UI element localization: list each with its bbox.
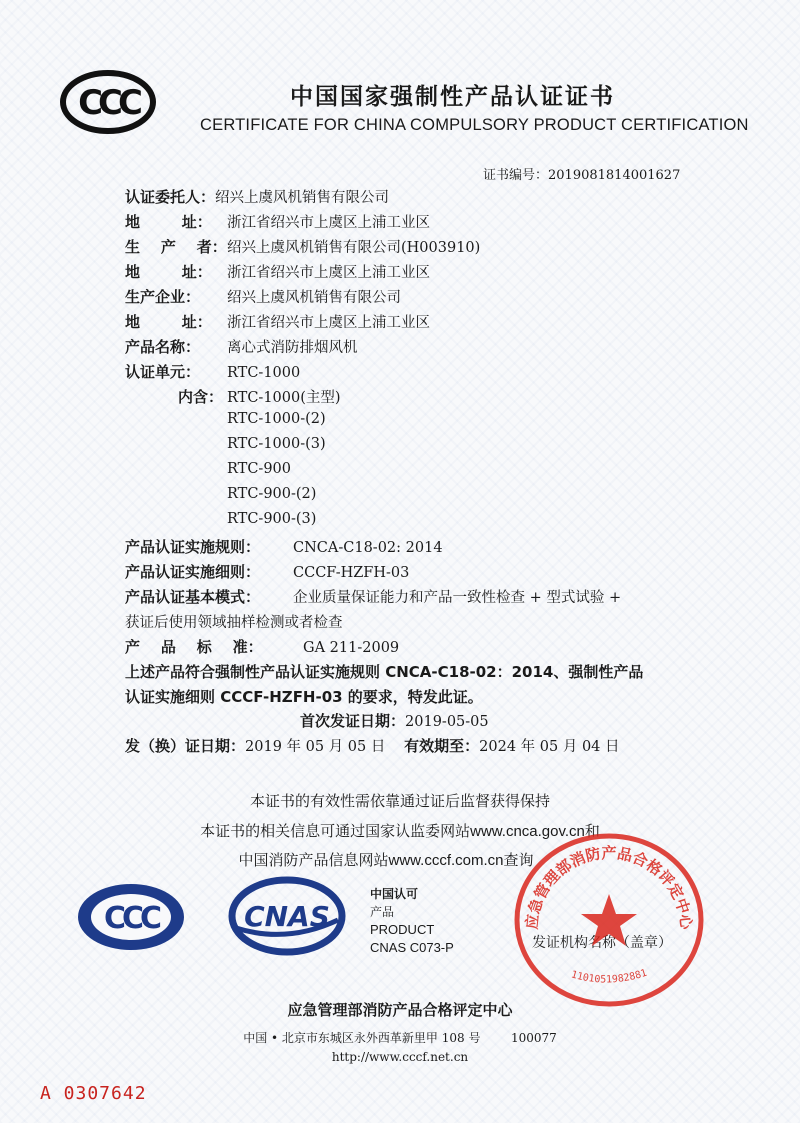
notice-line2-suffix: 和 [584, 822, 600, 840]
detail-label: 产品认证实施细则： [125, 563, 261, 581]
standard-value: GA 211-2009 [303, 640, 400, 656]
factory-row [125, 286, 401, 307]
notice-line2-prefix: 本证书的相关信息可通过国家认监委网站 [200, 822, 471, 840]
unit-row [125, 361, 300, 382]
includes-label: 内含： [178, 388, 224, 406]
detail-row [125, 561, 409, 582]
model-item: RTC-900-(2) [227, 486, 317, 502]
factory-address-row [125, 311, 430, 332]
product-value: 离心式消防排烟风机 [227, 340, 358, 356]
org-address: 中国 • 北京市东城区永外西革新里甲 108 号 100077 [243, 1031, 557, 1045]
seal-star-icon [581, 894, 637, 946]
model-item: RTC-1000-(2) [227, 411, 326, 427]
applicant-value: 绍兴上虞风机销售有限公司 [215, 190, 390, 206]
applicant-row [125, 186, 389, 207]
issue-label: 发（换）证日期： [125, 737, 246, 755]
accreditation-block [370, 885, 454, 957]
applicant-address-value: 浙江省绍兴市上虞区上浦工业区 [227, 215, 430, 231]
rule-row [125, 536, 443, 557]
mode-value-line2: 获证后使用领域抽样检测或者检查 [125, 615, 343, 631]
valid-value: 2024 年 05 月 04 日 [479, 739, 620, 755]
factory-label: 生产企业： [125, 288, 201, 306]
product-row [125, 336, 358, 357]
cnca-website-link[interactable]: www.cnca.gov.cn [470, 823, 585, 840]
model-item: RTC-900-(3) [227, 511, 317, 527]
cnas-logo [228, 876, 346, 956]
unit-value: RTC-1000 [227, 365, 301, 381]
applicant-label: 认证委托人： [125, 188, 216, 206]
applicant-address-row [125, 211, 430, 232]
ccc-logo-top-text: CCC [78, 83, 138, 123]
accredit-line4: CNAS C073-P [370, 940, 454, 955]
accredit-line3: PRODUCT [370, 922, 435, 937]
issue-value: 2019 年 05 月 05 日 [245, 739, 386, 755]
unit-label: 认证单元： [125, 363, 201, 381]
notice-line3-prefix: 中国消防产品信息网站 [238, 851, 389, 869]
manufacturer-row [125, 236, 480, 257]
seal-text: 应急管理部消防产品合格评定中心 [522, 844, 696, 931]
detail-value: CCCF-HZFH-03 [293, 565, 410, 581]
manufacturer-address-row [125, 261, 430, 282]
statement-line1: 上述产品符合强制性产品认证实施规则 CNCA-C18-02：2014、强制性产品 [125, 663, 644, 681]
mode-row [125, 586, 621, 607]
manufacturer-label: 生 产 者： [125, 238, 227, 256]
models-row [178, 386, 341, 407]
cnas-logo-text: CNAS [244, 900, 330, 933]
notice-line3-suffix: 查询 [503, 851, 534, 869]
valid-label: 有效期至： [404, 737, 480, 755]
rule-value: CNCA-C18-02: 2014 [293, 540, 443, 556]
address-label: 地 址： [125, 313, 212, 331]
cccf-website-link[interactable]: www.cccf.com.cn [388, 852, 504, 869]
cert-no-value: 2019081814001627 [548, 168, 681, 183]
ccc-logo-blue [76, 882, 186, 952]
first-issue-label: 首次发证日期： [300, 712, 406, 730]
stamp-caption: 发证机构名称（盖章） [532, 935, 672, 951]
manufacturer-value: 绍兴上虞风机销售有限公司(H003910) [227, 240, 481, 256]
notice-line1: 本证书的有效性需依靠通过证后监督获得保持 [249, 792, 550, 810]
org-website[interactable]: http://www.cccf.net.cn [331, 1050, 469, 1064]
official-seal [505, 820, 710, 1010]
manufacturer-address-value: 浙江省绍兴市上虞区上浦工业区 [227, 265, 430, 281]
model-item: RTC-900 [227, 461, 292, 477]
svg-text:1101051982881 [570, 968, 649, 986]
accredit-line1: 中国认可 [370, 887, 419, 901]
title-cn: 中国国家强制性产品认证证书 [290, 84, 615, 110]
model-item: RTC-1000(主型) [227, 390, 341, 406]
factory-address-value: 浙江省绍兴市上虞区上浦工业区 [227, 315, 430, 331]
address-label: 地 址： [125, 213, 212, 231]
ccc-logo-blue-text: CCC [103, 901, 159, 936]
first-issue-row [300, 710, 489, 731]
seal-number: 1101051982881 [569, 967, 649, 986]
product-label: 产品名称： [125, 338, 201, 356]
certificate-number [483, 164, 680, 183]
title-en: CERTIFICATE FOR CHINA COMPULSORY PRODUCT CERTIFICATION [200, 116, 749, 134]
rule-label: 产品认证实施规则： [125, 538, 261, 556]
address-label: 地 址： [125, 263, 212, 281]
serial-number: A 0307642 [40, 1083, 147, 1104]
issue-row [125, 735, 620, 756]
standard-label: 产 品 标 准： [125, 638, 263, 656]
statement-line2: 认证实施细则 CCCF-HZFH-03 的要求，特发此证。 [125, 688, 483, 706]
model-item: RTC-1000-(3) [227, 436, 326, 452]
ccc-logo-top [60, 70, 156, 134]
cert-no-label: 证书编号： [483, 168, 549, 183]
accredit-line2: 产品 [370, 905, 395, 919]
standard-row [125, 636, 399, 657]
first-issue-value: 2019-05-05 [405, 714, 489, 730]
factory-value: 绍兴上虞风机销售有限公司 [227, 290, 401, 306]
org-name: 应急管理部消防产品合格评定中心 [287, 1001, 513, 1019]
mode-label: 产品认证基本模式： [125, 588, 261, 606]
mode-value-line1: 企业质量保证能力和产品一致性检查 + 型式试验 + [293, 590, 622, 606]
